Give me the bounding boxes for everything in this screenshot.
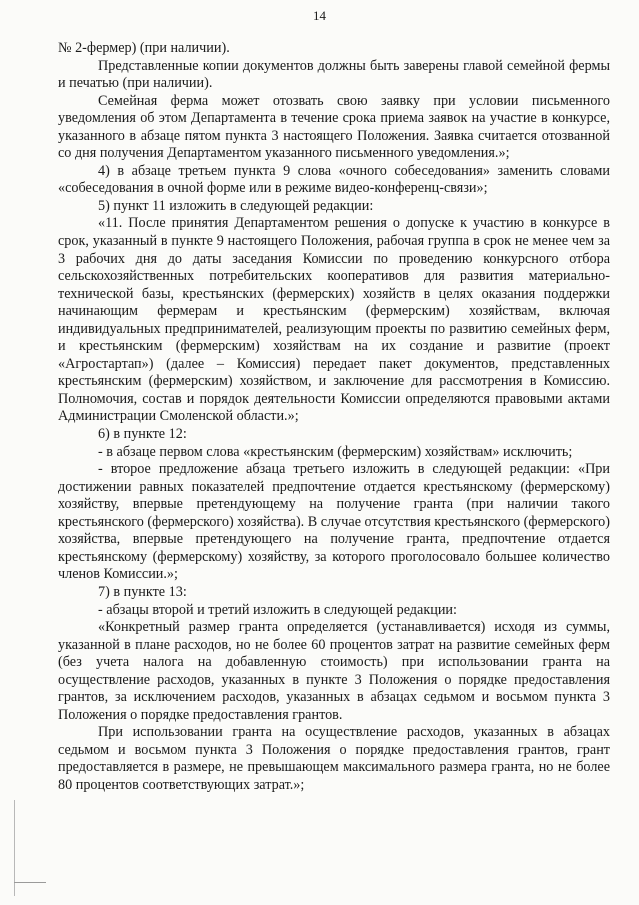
paragraph: 6) в пункте 12: [98,426,187,443]
paragraph: - в абзаце первом слова «крестьянским (фермерским) хозяйствам» исключить; [98,443,573,460]
paragraph: При использовании гранта на осуществление расходов, указанных в абзацах седьмом и восьмом пункта 3 Положения о порядке предоставления грантов, грант предоставляется в размере, не превышающем максимального размера гранта, но не более 80 процентов соответствующих затрат.»; [58,724,610,793]
paragraph: - второе предложение абзаца третьего изложить в следующей редакции: «При достижении равных показателей предпочтение отдается крестьянскому (фермерскому) хозяйству, впервые претендующему на получение гранта (при наличии такого крестьянского (фермерского) хозяйства). В случае отсутствия крестьянского (фермерского) хозяйства, впервые претендующего на получение гранта, предпочтение отдается крестьянскому (фермерскому) хозяйству, за которого проголосовало большее количество членов Комиссии.»; [58,461,610,583]
paragraph: Представленные копии документов должны быть заверены главой семейной фермы и печатью (при наличии). [58,57,610,92]
paragraph: 4) в абзаце третьем пункта 9 слова «очного собеседования» заменить словами «собеседования в очной форме или в режиме видео-конференц-связи»; [58,162,610,197]
paragraph: «11. После принятия Департаментом решения о допуске к участию в конкурсе в срок, указанный в пункте 9 настоящего Положения, рабочая группа в срок не менее чем за 3 рабочих дня до даты заседания Комиссии по проведению конкурсного отбора сельскохозяйственных потребительских кооперативов для развития материально-технической базы, крестьянских (фермерских) хозяйств в целях оказания поддержки начинающим фермерам и крестьянским (фермерским) хозяйствам, включая индивидуальных предпринимателей, реализующим проекты по развитию семейных ферм, и крестьянским (фермерским) хозяйствам на их создание и развитие (проект «Агростартап») (далее – Комиссия) передает пакет документов, представленных крестьянским (фермерским) хозяйством, и заключение для рассмотрения в Комиссию. Полномочия, состав и порядок деятельности Комиссии определяются правовыми актами Администрации Смоленской области.»; [58,215,610,425]
paragraph: 7) в пункте 13: [98,583,187,600]
paragraph: «Конкретный размер гранта определяется (устанавливается) исходя из суммы, указанной в плане расходов, но не более 60 процентов затрат на развитие семейных ферм (без учета налога на добавленную стоимость) при использовании гранта на осуществление расходов, указанных в пункте 3 Положения о порядке предоставления грантов, за исключением расходов, указанных в абзацах седьмом и восьмом пункта 3 Положения о порядке предоставления грантов. [58,619,610,723]
paragraph: 5) пункт 11 изложить в следующей редакции: [98,197,374,214]
paragraph: - абзацы второй и третий изложить в следующей редакции: [98,601,457,618]
page-number: 14 [313,8,326,23]
document-body [58,40,610,795]
scan-edge-line [14,882,46,883]
paragraph: № 2-фермер) (при наличии). [58,40,230,56]
paragraph: Семейная ферма может отозвать свою заявку при условии письменного уведомления об этом Департамента в течение срока приема заявок на участие в конкурсе, указанного в абзаце пятом пункта 3 настоящего Положения. Заявка считается отозванной со дня получения Департаментом указанного письменного уведомления.»; [58,92,610,162]
